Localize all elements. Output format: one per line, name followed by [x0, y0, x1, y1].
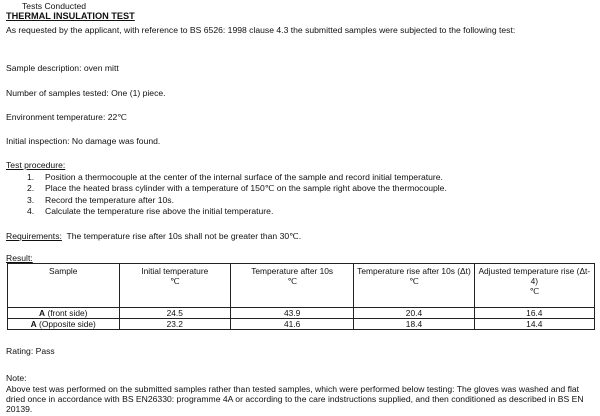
requirements-label: Requirements:	[6, 231, 62, 241]
requirements-text: The temperature rise after 10s shall not be greater than 30℃.	[66, 231, 302, 241]
procedure-step: 4. Calculate the temperature rise above the initial temperature.	[27, 206, 274, 217]
after-cell: 41.6	[231, 319, 354, 330]
procedure-step: 1. Position a thermocouple at the center of the internal surface of the sample and record initial temperature.	[27, 172, 443, 182]
table-header-row	[8, 264, 595, 308]
column-header: Temperature after 10s ℃	[231, 264, 354, 308]
section-heading: Tests Conducted	[22, 1, 87, 11]
sample-description: Sample description: oven mitt	[6, 63, 119, 73]
adjusted-cell: 14.4	[474, 319, 594, 330]
environment-temperature: Environment temperature: 22℃	[6, 112, 127, 122]
column-header: Sample	[8, 264, 120, 308]
result-heading: Result:	[6, 253, 33, 263]
sample-cell: A (front side)	[8, 308, 120, 319]
column-header: Temperature rise after 10s (Δt) ℃	[354, 264, 474, 308]
sample-cell: A (Opposite side)	[8, 319, 120, 330]
report-title: THERMAL INSULATION TEST	[6, 11, 135, 21]
rating: Rating: Pass	[6, 346, 55, 356]
intro-paragraph: As requested by the applicant, with reference to BS 6526: 1998 clause 4.3 the submitted samples were subjected to the following test:	[6, 25, 516, 35]
requirements	[6, 231, 301, 242]
table-row	[8, 308, 595, 319]
column-header: Initial temperature ℃	[119, 264, 231, 308]
rise-cell: 18.4	[354, 319, 474, 330]
initial-cell: 23.2	[119, 319, 231, 330]
note-heading: Note:	[6, 373, 27, 383]
procedure-steps	[27, 172, 447, 218]
initial-cell: 24.5	[119, 308, 231, 319]
rise-cell: 20.4	[354, 308, 474, 319]
procedure-heading: Test procedure:	[6, 160, 66, 170]
table-row	[8, 319, 595, 330]
note-text: Above test was performed on the submitted samples rather than tested samples, which were performed below testing: The gloves was washed and flat dried once in accordance with BS EN26330: programme 4A or according to the care indstructions supplied, and then conditioned as described in BS EN 20139.	[6, 384, 584, 415]
initial-inspection: Initial inspection: No damage was found.	[6, 136, 161, 146]
results-table	[7, 263, 595, 330]
column-header: Adjusted temperature rise (Δt-4) ℃	[474, 264, 594, 308]
adjusted-cell: 16.4	[474, 308, 594, 319]
procedure-step: 2. Place the heated brass cylinder with a temperature of 150℃ on the sample right above the thermocouple.	[27, 183, 447, 194]
procedure-step: 3. Record the temperature after 10s.	[27, 194, 174, 205]
after-cell: 43.9	[231, 308, 354, 319]
number-tested: Number of samples tested: One (1) piece.	[6, 88, 166, 98]
